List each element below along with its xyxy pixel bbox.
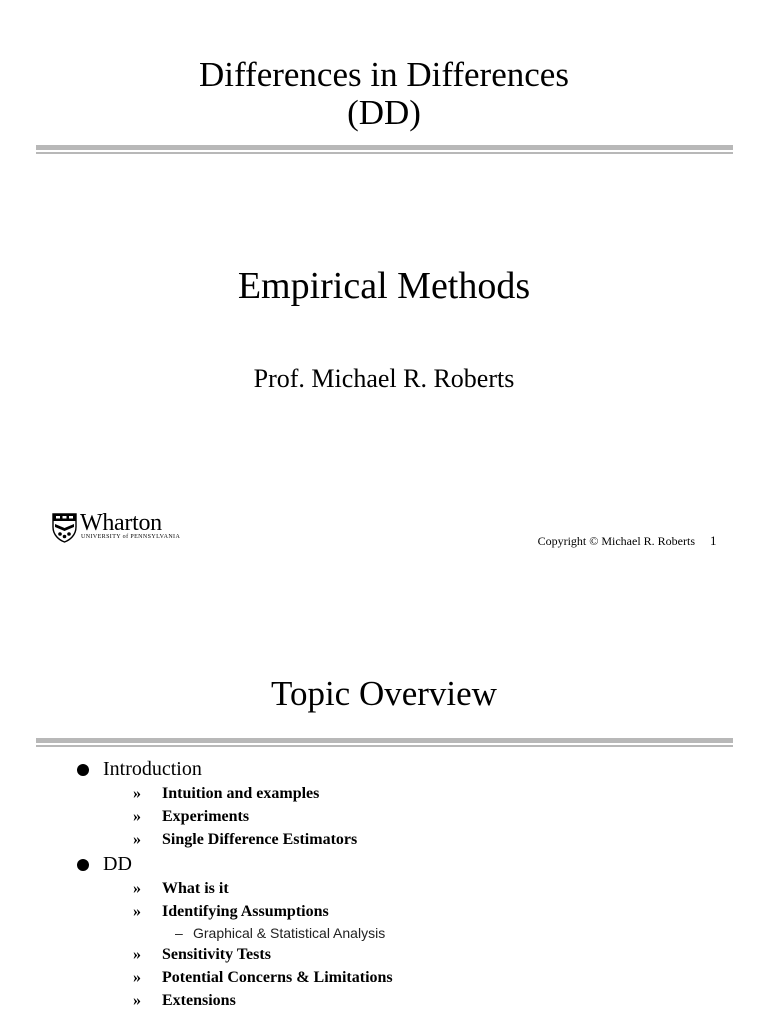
- wharton-logo: [52, 512, 182, 546]
- dash-marker-icon: –: [175, 925, 183, 941]
- logo-subtitle: UNIVERSITY of PENNSYLVANIA: [81, 534, 181, 540]
- filled-circle-bullet-icon: [77, 859, 89, 871]
- overview-slide: [0, 632, 768, 1024]
- outline-item-label: Single Difference Estimators: [162, 831, 358, 848]
- outline-subitem: [103, 923, 734, 943]
- overview-divider: [36, 738, 733, 747]
- author-name: Prof. Michael R. Roberts: [253, 364, 515, 393]
- outline-item-label: Experiments: [162, 808, 250, 825]
- chevron-marker-icon: »: [133, 808, 141, 825]
- logo-wordmark: Wharton: [80, 510, 162, 536]
- outline-subitems: [103, 877, 734, 1012]
- outline-section: [74, 756, 734, 851]
- outline-subitems: [103, 782, 734, 851]
- course-heading: Empirical Methods: [237, 265, 531, 307]
- outline-item-label: Intuition and examples: [162, 785, 320, 802]
- slide-title-line-1: Differences in Differences: [199, 55, 569, 94]
- outline-section-label: DD: [103, 853, 132, 875]
- outline-item-label: What is it: [162, 880, 229, 897]
- outline-item: [103, 900, 734, 923]
- outline-section: [74, 851, 734, 1012]
- penn-shield-icon: [52, 513, 77, 543]
- overview-title: Topic Overview: [271, 674, 497, 713]
- outline-item: [103, 828, 734, 851]
- chevron-marker-icon: »: [133, 992, 141, 1009]
- topic-outline: [74, 756, 734, 1012]
- page-number: 1: [710, 533, 717, 548]
- copyright-notice: Copyright © Michael R. Roberts: [537, 534, 695, 548]
- outline-item: [103, 943, 734, 966]
- outline-section-label: Introduction: [103, 758, 202, 780]
- chevron-marker-icon: »: [133, 969, 141, 986]
- outline-item: [103, 782, 734, 805]
- chevron-marker-icon: »: [133, 946, 141, 963]
- outline-subitem-label: Graphical & Statistical Analysis: [193, 925, 386, 941]
- outline-item-label: Potential Concerns & Limitations: [162, 969, 393, 986]
- chevron-marker-icon: »: [133, 785, 141, 802]
- chevron-marker-icon: »: [133, 831, 141, 848]
- outline-item-label: Sensitivity Tests: [162, 946, 271, 963]
- outline-item-label: Extensions: [162, 992, 236, 1009]
- chevron-marker-icon: »: [133, 880, 141, 897]
- outline-item-label: Identifying Assumptions: [162, 903, 329, 920]
- outline-item: [103, 966, 734, 989]
- slide-title-line-2: (DD): [347, 93, 421, 132]
- chevron-marker-icon: »: [133, 903, 141, 920]
- outline-item: [103, 989, 734, 1012]
- slide-title: [0, 56, 768, 132]
- title-divider: [36, 145, 733, 154]
- outline-item: [103, 805, 734, 828]
- outline-item: [103, 877, 734, 900]
- filled-circle-bullet-icon: [77, 764, 89, 776]
